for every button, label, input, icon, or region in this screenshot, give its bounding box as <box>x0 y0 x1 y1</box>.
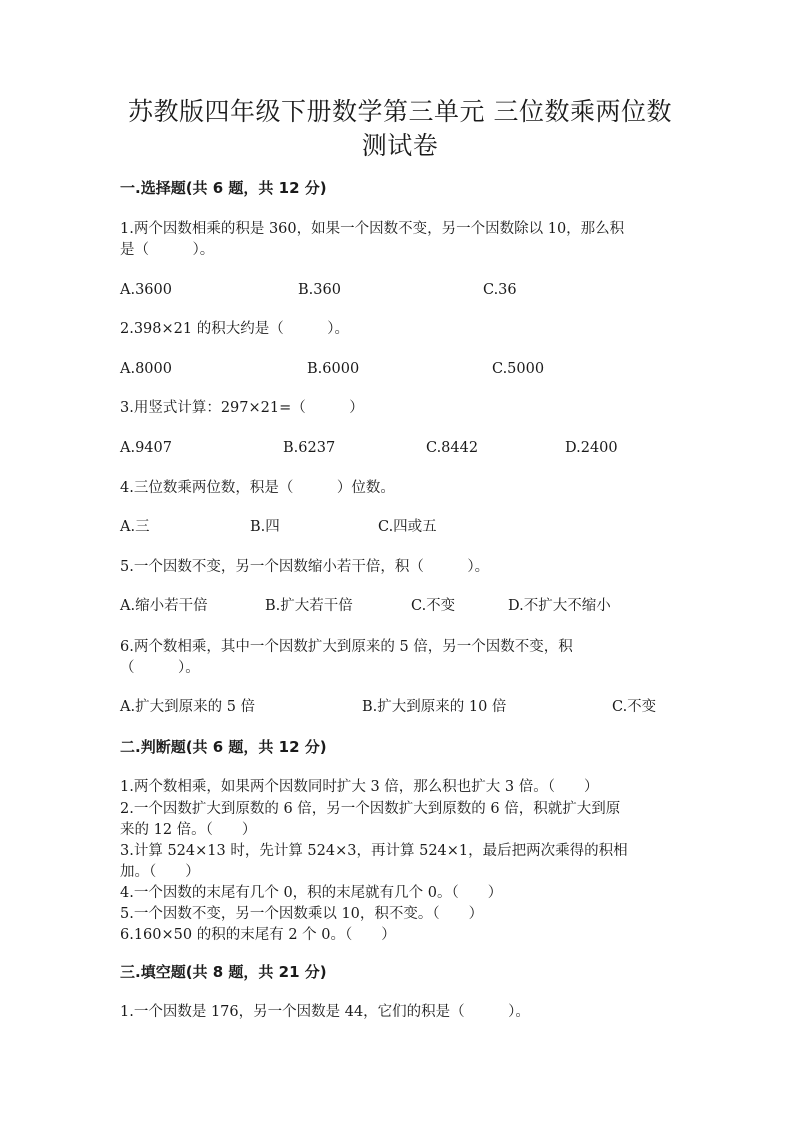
option-b: B.扩大到原来的 10 倍 <box>362 699 507 715</box>
judge-line: 6.160×50 的积的末尾有 2 个 0。（ ） <box>120 927 396 943</box>
question-text: 6.两个数相乘，其中一个因数扩大到原来的 5 倍，另一个因数不变，积 <box>120 639 573 655</box>
option-b: B.6237 <box>283 440 336 456</box>
exam-title-line2: 测试卷 <box>361 131 439 160</box>
option-d: D.不扩大不缩小 <box>508 598 611 614</box>
question-text: 2.398×21 的积大约是（ ）。 <box>120 321 349 337</box>
section-heading-fill: 三.填空题(共 8 题，共 21 分) <box>120 963 327 981</box>
option-c: C.8442 <box>426 440 479 456</box>
option-b: B.四 <box>250 519 280 535</box>
option-a: A.扩大到原来的 5 倍 <box>120 699 256 715</box>
option-c: C.不变 <box>411 598 456 614</box>
option-d: D.2400 <box>565 440 618 456</box>
judge-line: 5.一个因数不变，另一个因数乘以 10，积不变。（ ） <box>120 906 484 922</box>
question-text: （ ）。 <box>120 660 200 676</box>
question-text: 3.用竖式计算：297×21=（ ） <box>120 400 364 416</box>
option-a: A.9407 <box>120 440 172 456</box>
question-text: 1.一个因数是 176，另一个因数是 44，它们的积是（ ）。 <box>120 1004 530 1020</box>
option-a: A.三 <box>120 519 150 535</box>
section-heading-judge: 二.判断题(共 6 题，共 12 分) <box>120 738 327 756</box>
judge-line: 4.一个因数的末尾有几个 0，积的末尾就有几个 0。（ ） <box>120 885 503 901</box>
judge-line: 3.计算 524×13 时，先计算 524×3，再计算 524×1，最后把两次乘得的积相 <box>120 843 628 859</box>
option-a: A.3600 <box>120 282 172 298</box>
question-text: 4.三位数乘两位数，积是（ ）位数。 <box>120 480 395 496</box>
section-heading-choice: 一.选择题(共 6 题，共 12 分) <box>120 179 327 197</box>
judge-line: 加。（ ） <box>120 864 200 880</box>
option-a: A.缩小若干倍 <box>120 598 208 614</box>
question-text: 是（ ）。 <box>120 242 215 258</box>
question-text: 1.两个因数相乘的积是 360，如果一个因数不变，另一个因数除以 10，那么积 <box>120 221 625 237</box>
option-a: A.8000 <box>120 361 172 377</box>
option-c: C.四或五 <box>378 519 437 535</box>
judge-line: 2.一个因数扩大到原数的 6 倍，另一个因数扩大到原数的 6 倍，积就扩大到原 <box>120 801 621 817</box>
question-text: 5.一个因数不变，另一个因数缩小若干倍，积（ ）。 <box>120 559 490 575</box>
option-c: C.不变 <box>612 699 657 715</box>
judge-line: 1.两个数相乘，如果两个因数同时扩大 3 倍，那么积也扩大 3 倍。（ ） <box>120 779 599 795</box>
option-b: B.360 <box>298 282 341 298</box>
option-b: B.6000 <box>307 361 360 377</box>
option-c: C.36 <box>483 282 517 298</box>
option-c: C.5000 <box>492 361 545 377</box>
judge-line: 来的 12 倍。（ ） <box>120 822 257 838</box>
option-b: B.扩大若干倍 <box>265 598 353 614</box>
exam-title: 苏教版四年级下册数学第三单元 三位数乘两位数 <box>128 97 672 126</box>
